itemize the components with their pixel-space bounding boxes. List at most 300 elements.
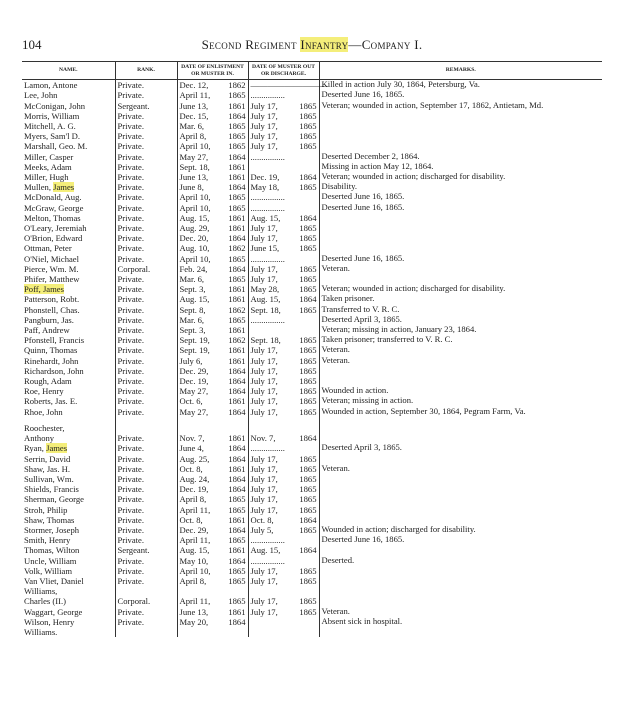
enlist-day: Aug. 15, bbox=[179, 545, 210, 556]
title-prefix: Second Regiment bbox=[201, 37, 301, 52]
muster-out-date bbox=[248, 80, 328, 91]
enlist-year: 1865 bbox=[228, 314, 246, 325]
enlist-date bbox=[177, 254, 248, 264]
soldier-name: Shields, Francis bbox=[24, 484, 79, 495]
soldier-name: Charles (II.) bbox=[24, 596, 66, 607]
table-row bbox=[22, 617, 602, 627]
soldier-rank: Private. bbox=[115, 213, 177, 223]
name-highlight: James bbox=[53, 182, 75, 193]
enlist-year: 1865 bbox=[228, 253, 246, 264]
page-header bbox=[22, 37, 602, 55]
soldier-rank: Private. bbox=[115, 294, 177, 304]
enlist-date bbox=[177, 162, 248, 172]
enlist-day: June 4, bbox=[179, 443, 204, 454]
muster-out-year: 1865 bbox=[299, 131, 317, 142]
soldier-name: Ottman, Peter bbox=[24, 243, 72, 254]
enlist-date bbox=[177, 192, 248, 202]
table-row bbox=[22, 243, 602, 253]
soldier-name: Morris, William bbox=[24, 110, 80, 121]
muster-out-date bbox=[248, 454, 319, 464]
muster-out-date bbox=[248, 192, 319, 202]
muster-out-day: July 17, bbox=[250, 355, 278, 366]
muster-out-year: 1865 bbox=[299, 355, 317, 366]
enlist-year: 1861 bbox=[228, 396, 246, 407]
soldier-name: Shaw, Thomas bbox=[24, 514, 75, 525]
soldier-rank: Private. bbox=[115, 335, 177, 345]
enlist-date bbox=[177, 627, 248, 637]
muster-out-date bbox=[248, 101, 319, 111]
enlist-date bbox=[177, 345, 248, 355]
soldier-rank: Private. bbox=[115, 141, 177, 151]
muster-out-year: 1865 bbox=[299, 100, 317, 111]
soldier-name: Pierce, Wm. M. bbox=[24, 263, 79, 274]
muster-out-day: July 17, bbox=[250, 100, 278, 111]
roster-header bbox=[22, 62, 602, 80]
muster-out-year: 1865 bbox=[299, 473, 317, 484]
remarks bbox=[319, 566, 602, 576]
enlist-year: 1865 bbox=[228, 202, 246, 213]
enlist-day: Aug. 25, bbox=[179, 453, 210, 464]
muster-out-day: ................ bbox=[250, 314, 285, 325]
soldier-name: O'Brion, Edward bbox=[24, 233, 83, 244]
enlist-day: April 10, bbox=[179, 565, 211, 576]
enlist-date bbox=[177, 325, 248, 335]
muster-out-day: Dec. 19, bbox=[250, 172, 280, 183]
muster-out-date bbox=[248, 254, 319, 264]
soldier-rank: Private. bbox=[115, 494, 177, 504]
muster-out-year: 1865 bbox=[299, 110, 317, 121]
muster-out-date bbox=[248, 596, 319, 606]
enlist-day: Aug. 29, bbox=[179, 223, 210, 234]
muster-out-date bbox=[248, 423, 319, 433]
enlist-day: Oct. 6, bbox=[179, 396, 203, 407]
enlist-date bbox=[177, 515, 248, 525]
enlist-day: April 10, bbox=[179, 202, 211, 213]
table-row bbox=[22, 596, 602, 606]
soldier-name: Sherman, George bbox=[24, 494, 84, 505]
enlist-date bbox=[177, 586, 248, 596]
enlist-date bbox=[177, 407, 248, 417]
table-row bbox=[22, 586, 602, 596]
soldier-name: Wilson, Henry bbox=[24, 616, 75, 627]
muster-out-day: July 17, bbox=[250, 376, 278, 387]
enlist-day: Sept. 18, bbox=[179, 161, 210, 172]
muster-out-day: Sept. 18, bbox=[250, 335, 281, 346]
soldier-name: Waggart, George bbox=[24, 606, 83, 617]
enlist-day: May 20, bbox=[179, 616, 209, 627]
table-row bbox=[22, 386, 602, 396]
enlist-year: 1861 bbox=[228, 433, 246, 444]
enlist-date bbox=[177, 474, 248, 484]
soldier-name: Quinn, Thomas bbox=[24, 345, 78, 356]
soldier-name: Marshall, Geo. M. bbox=[24, 141, 88, 152]
table-row bbox=[22, 111, 602, 121]
soldier-rank: Corporal. bbox=[115, 596, 177, 606]
table-row bbox=[22, 213, 602, 223]
muster-out-date bbox=[248, 494, 319, 504]
enlist-day: Feb. 24, bbox=[179, 263, 208, 274]
col-rank-header: RANK. bbox=[115, 62, 177, 80]
muster-out-year: 1865 bbox=[299, 524, 317, 535]
enlist-date bbox=[177, 274, 248, 284]
muster-out-date bbox=[248, 566, 319, 576]
enlist-year: 1865 bbox=[228, 274, 246, 285]
remarks: Deserted June 16, 1865. bbox=[319, 254, 602, 264]
name-part: Mullen, bbox=[24, 182, 54, 193]
enlist-year: 1864 bbox=[228, 406, 246, 417]
muster-out-date bbox=[248, 535, 319, 545]
table-row bbox=[22, 464, 602, 474]
muster-out-day: July 17, bbox=[250, 463, 278, 474]
soldier-name: Pfonstell, Francis bbox=[24, 335, 85, 346]
muster-out-date bbox=[248, 586, 319, 596]
soldier-rank: Private. bbox=[115, 433, 177, 443]
muster-out-year: 1865 bbox=[299, 274, 317, 285]
muster-out-year: 1865 bbox=[299, 284, 317, 295]
muster-out-year: 1865 bbox=[299, 345, 317, 356]
enlist-year: 1861 bbox=[228, 284, 246, 295]
table-row bbox=[22, 315, 602, 325]
table-row bbox=[22, 101, 602, 111]
enlist-date bbox=[177, 576, 248, 586]
table-row bbox=[22, 264, 602, 274]
soldier-name: Van Vliet, Daniel bbox=[24, 575, 84, 586]
table-row bbox=[22, 566, 602, 576]
soldier-rank: Private. bbox=[115, 192, 177, 202]
enlist-date bbox=[177, 243, 248, 253]
muster-out-date bbox=[248, 433, 319, 443]
muster-out-day: July 17, bbox=[250, 223, 278, 234]
muster-out-day: July 17, bbox=[250, 110, 278, 121]
soldier-name: Thomas, Wilton bbox=[24, 545, 80, 556]
table-row bbox=[22, 505, 602, 515]
muster-out-day: July 17, bbox=[250, 131, 278, 142]
muster-out-day: July 17, bbox=[250, 386, 278, 397]
soldier-name: Paff, Andrew bbox=[24, 325, 70, 336]
muster-out-date bbox=[248, 182, 319, 192]
remarks: Veteran; missing in action. bbox=[319, 396, 602, 406]
remarks: Deserted December 2, 1864. bbox=[319, 152, 602, 162]
muster-out-date bbox=[248, 284, 319, 294]
muster-out-day: July 17, bbox=[250, 494, 278, 505]
muster-out-date bbox=[248, 484, 319, 494]
soldier-name: Mitchell, A. G. bbox=[24, 121, 76, 131]
remarks: Deserted June 16, 1865. bbox=[319, 192, 602, 202]
muster-out-date bbox=[248, 386, 319, 396]
enlist-year: 1865 bbox=[228, 141, 246, 152]
muster-out-date bbox=[248, 305, 319, 315]
soldier-rank: Private. bbox=[115, 535, 177, 545]
table-row bbox=[22, 284, 602, 294]
table-row bbox=[22, 474, 602, 484]
muster-out-date bbox=[248, 443, 319, 453]
remarks bbox=[319, 131, 602, 141]
soldier-rank: Private. bbox=[115, 325, 177, 335]
enlist-date bbox=[177, 203, 248, 213]
soldier-name bbox=[22, 443, 115, 453]
remarks: Veteran. bbox=[319, 607, 602, 617]
muster-out-year: 1864 bbox=[299, 433, 317, 444]
table-row bbox=[22, 192, 602, 202]
enlist-day: June 13, bbox=[179, 172, 209, 183]
muster-out-date bbox=[248, 335, 319, 345]
enlist-date bbox=[177, 90, 248, 100]
enlist-date bbox=[177, 356, 248, 366]
soldier-name: Rinehardt, John bbox=[24, 355, 79, 366]
soldier-rank: Private. bbox=[115, 203, 177, 213]
enlist-date bbox=[177, 433, 248, 443]
muster-out-date bbox=[248, 294, 319, 304]
enlist-day: Dec. 29, bbox=[179, 524, 209, 535]
soldier-name: Serrin, David bbox=[24, 453, 71, 464]
muster-out-day: July 17, bbox=[250, 504, 278, 515]
soldier-rank: Private. bbox=[115, 131, 177, 141]
remarks bbox=[319, 223, 602, 233]
title-suffix: —Company I. bbox=[348, 37, 423, 52]
enlist-year: 1865 bbox=[228, 192, 246, 203]
name-highlight: James bbox=[46, 443, 68, 454]
enlist-year: 1861 bbox=[228, 345, 246, 356]
name-part: Poff, bbox=[24, 284, 43, 295]
muster-out-date bbox=[248, 617, 319, 627]
table-row bbox=[22, 443, 602, 453]
enlist-year: 1865 bbox=[228, 596, 246, 607]
remarks bbox=[319, 627, 602, 637]
muster-out-date bbox=[248, 203, 319, 213]
soldier-name: Williams. bbox=[24, 626, 58, 637]
remarks bbox=[319, 454, 602, 464]
muster-out-date bbox=[248, 243, 319, 253]
soldier-rank: Private. bbox=[115, 243, 177, 253]
muster-out-date bbox=[248, 233, 319, 243]
soldier-rank: Private. bbox=[115, 182, 177, 192]
muster-out-date bbox=[248, 464, 319, 474]
remarks bbox=[319, 505, 602, 515]
table-row bbox=[22, 423, 602, 433]
remarks bbox=[319, 366, 602, 376]
enlist-year: 1864 bbox=[228, 524, 246, 535]
soldier-rank bbox=[115, 423, 177, 433]
table-row bbox=[22, 233, 602, 243]
remarks: Missing in action May 12, 1864. bbox=[319, 162, 602, 172]
soldier-rank: Private. bbox=[115, 315, 177, 325]
enlist-date bbox=[177, 464, 248, 474]
enlist-date bbox=[177, 366, 248, 376]
soldier-rank: Sergeant. bbox=[115, 545, 177, 555]
muster-out-day: ................ bbox=[250, 192, 285, 203]
soldier-rank: Private. bbox=[115, 576, 177, 586]
table-row bbox=[22, 131, 602, 141]
table-row bbox=[22, 576, 602, 586]
soldier-rank: Private. bbox=[115, 525, 177, 535]
muster-out-day: Aug. 15, bbox=[250, 212, 281, 223]
enlist-year: 1861 bbox=[228, 514, 246, 525]
remarks: Veteran. bbox=[319, 356, 602, 366]
muster-out-year: 1865 bbox=[299, 233, 317, 244]
enlist-year: 1861 bbox=[228, 355, 246, 366]
remarks: Deserted June 16, 1865. bbox=[319, 535, 602, 545]
remarks bbox=[319, 545, 602, 555]
muster-out-day: Aug. 15, bbox=[250, 294, 281, 305]
remarks bbox=[319, 233, 602, 243]
table-row bbox=[22, 376, 602, 386]
soldier-rank: Private. bbox=[115, 90, 177, 100]
soldier-rank: Private. bbox=[115, 152, 177, 162]
enlist-day: Aug. 15, bbox=[179, 294, 210, 305]
enlist-year: 1865 bbox=[228, 494, 246, 505]
soldier-rank: Private. bbox=[115, 254, 177, 264]
enlist-day: Dec. 19, bbox=[179, 484, 209, 495]
muster-out-year: 1865 bbox=[299, 396, 317, 407]
roster-body bbox=[22, 80, 602, 637]
enlist-day: Nov. 7, bbox=[179, 433, 205, 444]
soldier-name bbox=[22, 284, 115, 294]
table-row bbox=[22, 152, 602, 162]
enlist-year: 1864 bbox=[228, 616, 246, 627]
enlist-year: 1861 bbox=[228, 100, 246, 111]
remarks: Veteran; missing in action, January 23, 1864. bbox=[319, 325, 602, 335]
remarks: Killed in action July 30, 1864, Petersburg, Va. bbox=[319, 80, 602, 91]
table-row bbox=[22, 274, 602, 284]
enlist-date bbox=[177, 223, 248, 233]
muster-out-date bbox=[248, 172, 319, 182]
table-row bbox=[22, 627, 602, 637]
enlist-date bbox=[177, 607, 248, 617]
muster-out-date bbox=[248, 407, 319, 417]
enlist-date bbox=[177, 80, 248, 91]
enlist-day: April 11, bbox=[179, 90, 211, 101]
enlist-day: Sept. 19, bbox=[179, 335, 210, 346]
soldier-name: Lamon, Antone bbox=[24, 80, 78, 91]
muster-out-date bbox=[248, 627, 319, 637]
soldier-rank: Private. bbox=[115, 274, 177, 284]
muster-out-year: 1864 bbox=[299, 294, 317, 305]
enlist-year: 1865 bbox=[228, 504, 246, 515]
soldier-name: Shaw, Jas. H. bbox=[24, 463, 70, 474]
table-row bbox=[22, 515, 602, 525]
enlist-date bbox=[177, 484, 248, 494]
muster-out-day: July 17, bbox=[250, 141, 278, 152]
muster-out-date bbox=[248, 223, 319, 233]
enlist-day: Oct. 8, bbox=[179, 463, 203, 474]
soldier-name: Williams, bbox=[24, 586, 58, 597]
remarks: Deserted. bbox=[319, 556, 602, 566]
muster-out-year: 1865 bbox=[299, 335, 317, 346]
enlist-date bbox=[177, 305, 248, 315]
muster-out-year: 1865 bbox=[299, 565, 317, 576]
soldier-name: Stroh, Philip bbox=[24, 504, 68, 515]
enlist-year: 1862 bbox=[228, 335, 246, 346]
enlist-date bbox=[177, 443, 248, 453]
enlist-day: July 6, bbox=[179, 355, 203, 366]
muster-out-day: July 17, bbox=[250, 575, 278, 586]
table-row bbox=[22, 525, 602, 535]
soldier-name: Miller, Casper bbox=[24, 151, 74, 162]
soldier-rank: Corporal. bbox=[115, 264, 177, 274]
enlist-day: Oct. 8, bbox=[179, 514, 203, 525]
soldier-name: Melton, Thomas bbox=[24, 212, 81, 223]
enlist-day: Sept. 3, bbox=[179, 284, 206, 295]
muster-out-day: Oct. 8, bbox=[250, 514, 274, 525]
soldier-name: Miller, Hugh bbox=[24, 172, 69, 183]
enlist-year: 1864 bbox=[228, 263, 246, 274]
muster-out-year: 1865 bbox=[299, 484, 317, 495]
enlist-day: May 27, bbox=[179, 386, 209, 397]
soldier-name: Roberts, Jas. E. bbox=[24, 396, 78, 407]
enlist-day: Mar. 6, bbox=[179, 314, 205, 325]
enlist-date bbox=[177, 617, 248, 627]
soldier-rank: Private. bbox=[115, 407, 177, 417]
muster-out-date bbox=[248, 325, 319, 335]
soldier-name: O'Leary, Jeremiah bbox=[24, 223, 87, 234]
enlist-day: June 13, bbox=[179, 100, 209, 111]
soldier-name: Volk, William bbox=[24, 565, 73, 576]
enlist-year: 1864 bbox=[228, 484, 246, 495]
soldier-name: Rhoe, John bbox=[24, 406, 63, 417]
enlist-date bbox=[177, 535, 248, 545]
muster-out-date bbox=[248, 111, 319, 121]
enlist-date bbox=[177, 556, 248, 566]
enlist-year: 1864 bbox=[228, 453, 246, 464]
muster-out-year: 1865 bbox=[299, 376, 317, 387]
muster-out-day: May 18, bbox=[250, 182, 280, 193]
soldier-rank: Private. bbox=[115, 386, 177, 396]
table-row bbox=[22, 535, 602, 545]
muster-out-date bbox=[248, 274, 319, 284]
enlist-date bbox=[177, 566, 248, 576]
enlist-year: 1861 bbox=[228, 294, 246, 305]
soldier-name: Pangburn, Jas. bbox=[24, 314, 74, 325]
enlist-date bbox=[177, 172, 248, 182]
roster-table bbox=[22, 61, 602, 637]
enlist-year: 1861 bbox=[228, 223, 246, 234]
muster-out-year: 1864 bbox=[299, 545, 317, 556]
name-part: Ryan, bbox=[24, 443, 47, 454]
soldier-rank: Private. bbox=[115, 556, 177, 566]
muster-out-day: ................ bbox=[250, 90, 285, 101]
muster-out-day: May 28, bbox=[250, 284, 280, 295]
table-row bbox=[22, 203, 602, 213]
table-row bbox=[22, 494, 602, 504]
remarks bbox=[319, 213, 602, 223]
soldier-rank: Private. bbox=[115, 305, 177, 315]
muster-out-year: 1865 bbox=[299, 575, 317, 586]
remarks: Taken prisoner; transferred to V. R. C. bbox=[319, 335, 602, 345]
enlist-day: Mar. 6, bbox=[179, 121, 205, 131]
soldier-name bbox=[22, 182, 115, 192]
table-row bbox=[22, 162, 602, 172]
col-enlist-header: DATE OF ENLISTMENT OR MUSTER IN. bbox=[177, 62, 248, 80]
enlist-date bbox=[177, 213, 248, 223]
enlist-year: 1865 bbox=[228, 121, 246, 131]
enlist-year: 1864 bbox=[228, 110, 246, 121]
muster-out-year: 1865 bbox=[299, 182, 317, 193]
soldier-rank: Private. bbox=[115, 223, 177, 233]
enlist-day: April 8, bbox=[179, 575, 207, 586]
table-row bbox=[22, 80, 602, 91]
table-row bbox=[22, 172, 602, 182]
muster-out-date bbox=[248, 213, 319, 223]
muster-out-day: July 17, bbox=[250, 345, 278, 356]
muster-out-year: 1864 bbox=[299, 212, 317, 223]
table-row bbox=[22, 545, 602, 555]
soldier-name: Phonstell, Chas. bbox=[24, 304, 80, 315]
muster-out-date bbox=[248, 90, 319, 100]
soldier-name: Patterson, Robt. bbox=[24, 294, 80, 305]
muster-out-date bbox=[248, 545, 319, 555]
soldier-name: Rough, Adam bbox=[24, 376, 72, 387]
table-row bbox=[22, 484, 602, 494]
